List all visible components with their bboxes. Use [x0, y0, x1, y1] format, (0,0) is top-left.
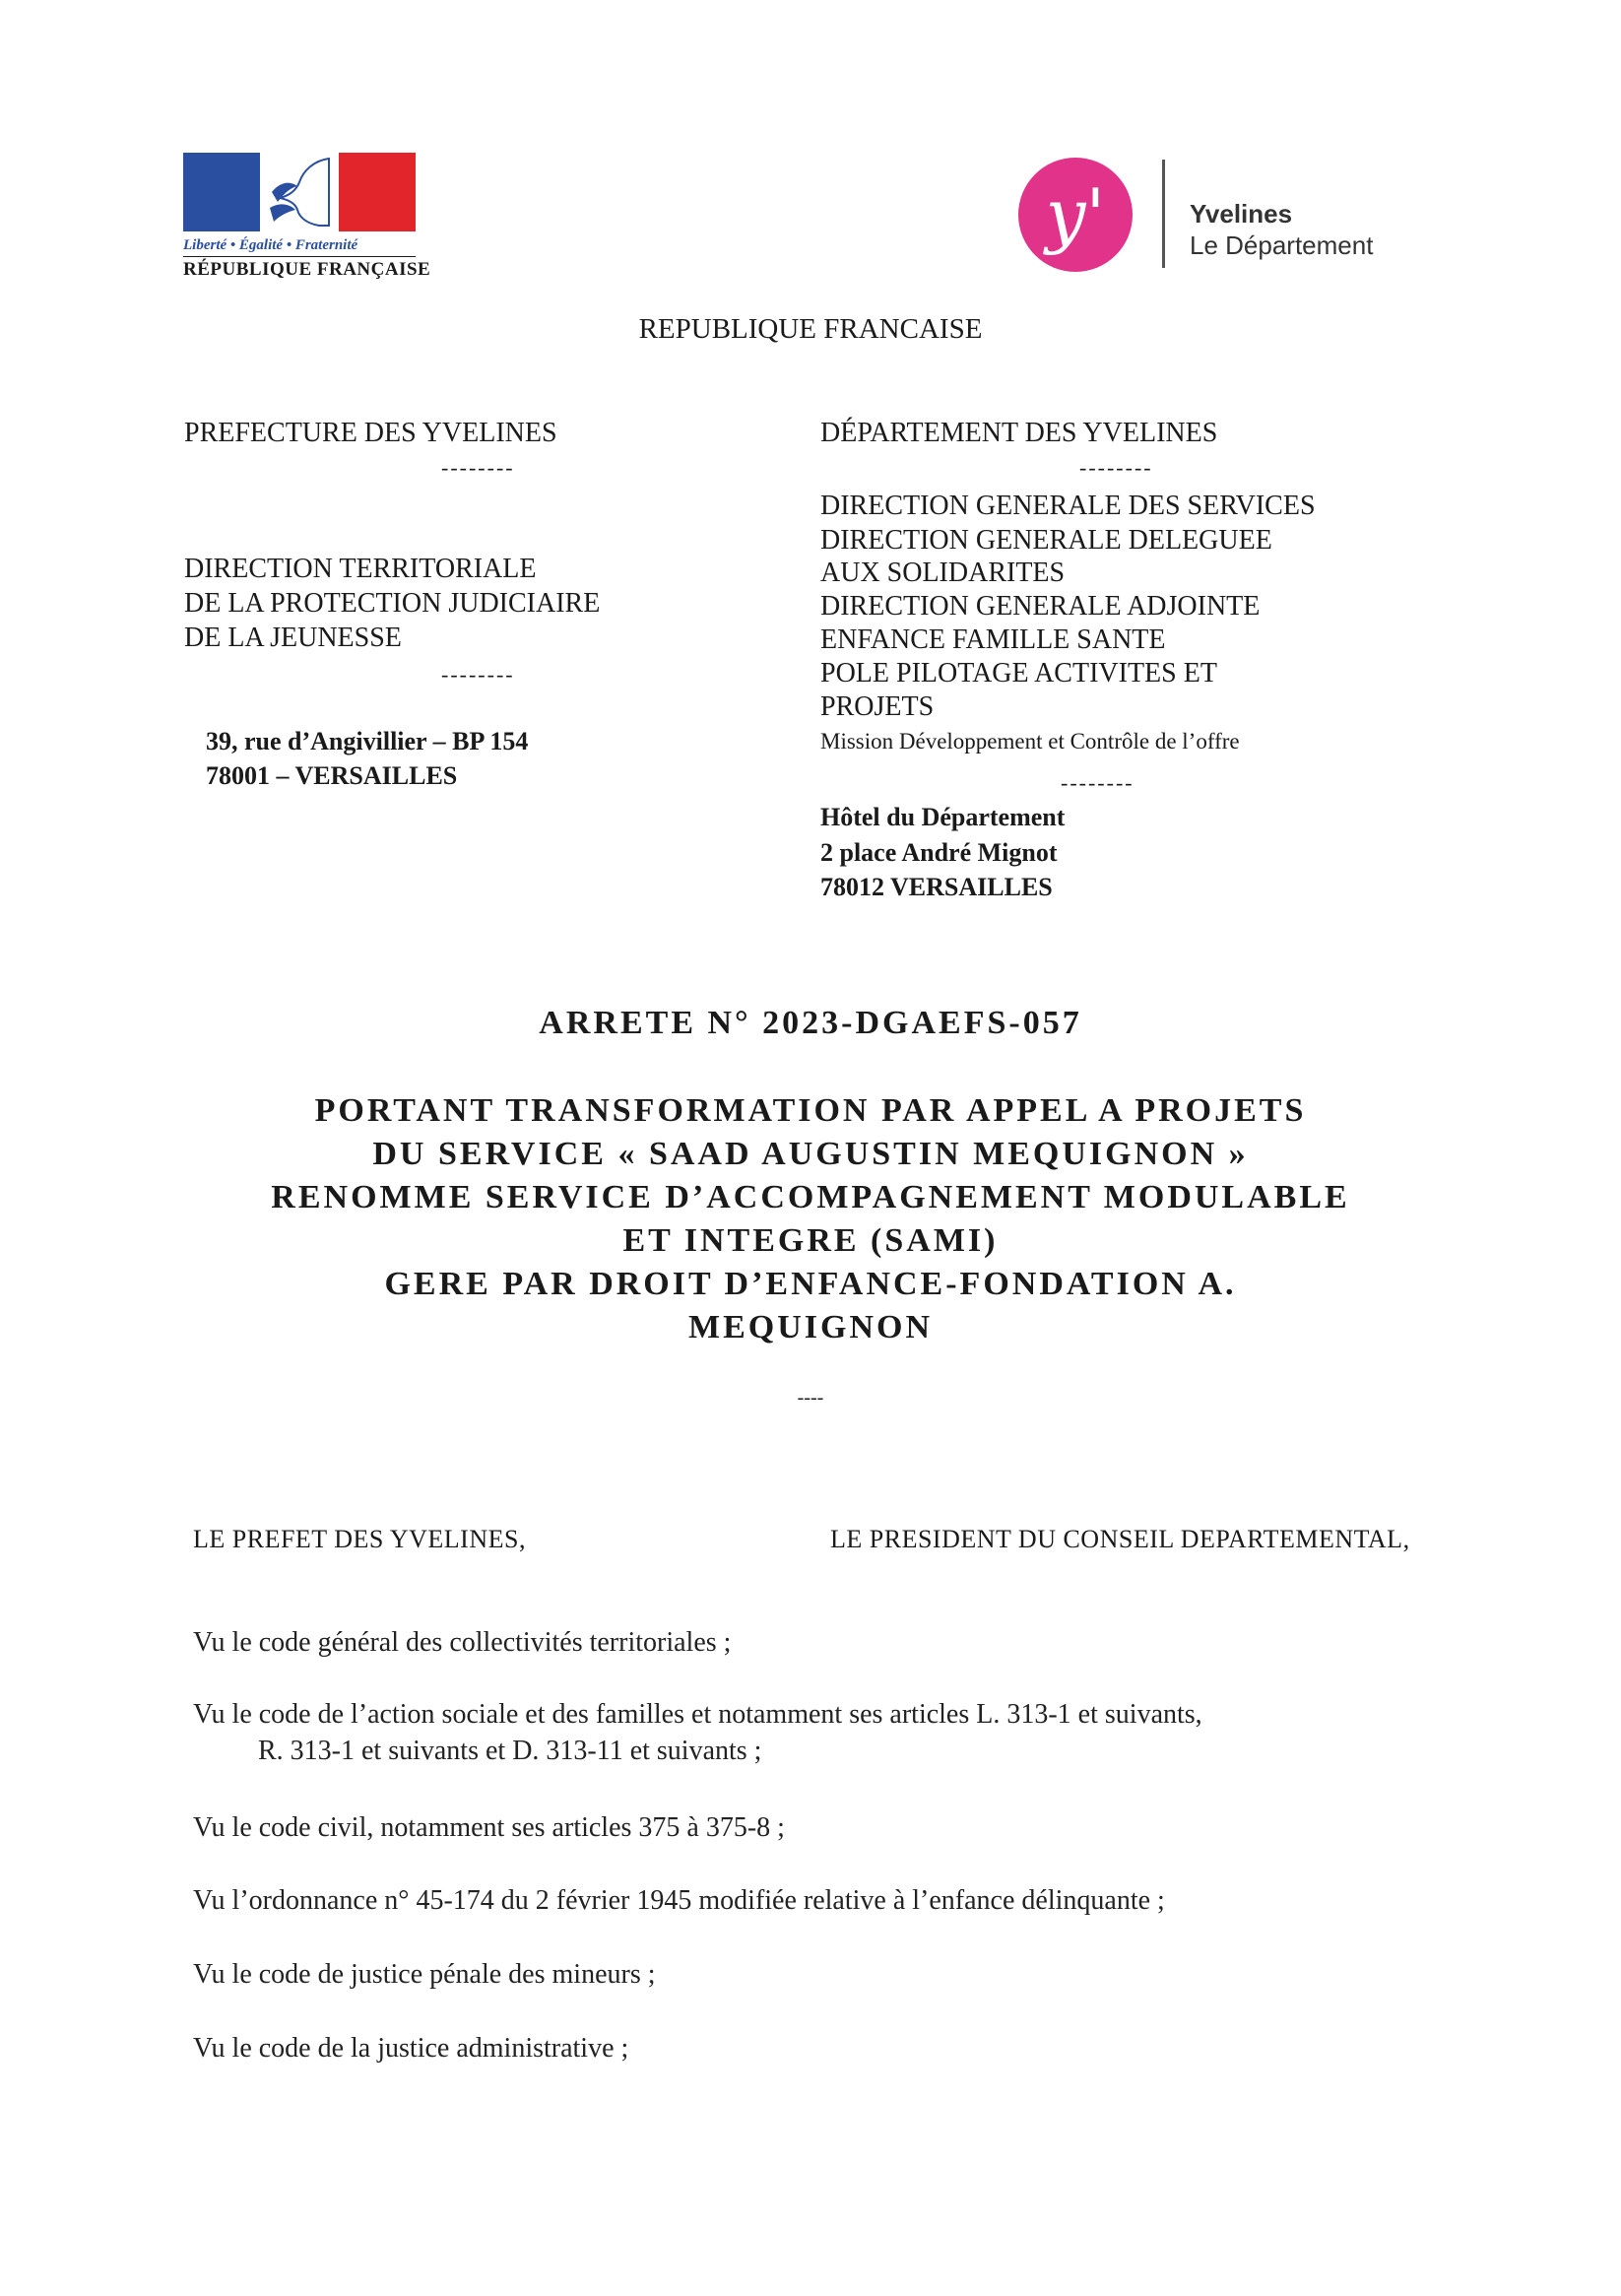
right-separator-1: -------- — [1079, 455, 1153, 480]
left-address-line-2: 78001 – VERSAILLES — [206, 761, 458, 790]
authority-prefet: LE PREFET DES YVELINES, — [193, 1525, 526, 1553]
right-address-line-2: 2 place André Mignot — [820, 838, 1058, 867]
arrete-title-line-6: MEQUIGNON — [688, 1309, 933, 1345]
right-direction-line-4: DIRECTION GENERALE ADJOINTE — [820, 591, 1261, 622]
right-direction-line-3: AUX SOLIDARITES — [820, 558, 1066, 588]
visa-line-6: Vu le code de la justice administrative ; — [193, 2033, 629, 2064]
right-separator-2: -------- — [1061, 770, 1135, 795]
arrete-title-line-1: PORTANT TRANSFORMATION PAR APPEL A PROJETS — [314, 1092, 1307, 1129]
right-address-line-1: Hôtel du Département — [820, 803, 1066, 831]
arrete-title-line-3: RENOMME SERVICE D’ACCOMPAGNEMENT MODULABLE — [271, 1179, 1350, 1215]
right-address-line-3: 78012 VERSAILLES — [820, 873, 1053, 901]
arrete-title-line-2: DU SERVICE « SAAD AUGUSTIN MEQUIGNON » — [372, 1136, 1249, 1172]
left-direction-line-1: DIRECTION TERRITORIALE — [184, 554, 537, 584]
visa-line-3: Vu le code civil, notamment ses articles 375 à 375-8 ; — [193, 1812, 785, 1843]
page-title: REPUBLIQUE FRANCAISE — [638, 313, 983, 345]
tricolor-flag-icon — [183, 153, 416, 231]
departement-heading: DÉPARTEMENT DES YVELINES — [820, 418, 1218, 448]
arrete-title — [0, 1089, 1621, 1349]
arrete-number: ARRETE N° 2023-DGAEFS-057 — [539, 1005, 1082, 1041]
logo-motto: Liberté • Égalité • Fraternité — [183, 237, 416, 257]
visa-line-2-continued: R. 313-1 et suivants et D. 313-11 et suivants ; — [258, 1736, 762, 1766]
logo-republique-francaise: RÉPUBLIQUE FRANÇAISE — [183, 259, 431, 280]
right-direction-line-7: PROJETS — [820, 691, 935, 722]
right-direction-line-6: POLE PILOTAGE ACTIVITES ET — [820, 658, 1217, 689]
right-direction-line-5: ENFANCE FAMILLE SANTE — [820, 624, 1166, 655]
logo-divider — [1162, 160, 1165, 268]
right-direction-line-1: DIRECTION GENERALE DES SERVICES — [820, 491, 1316, 521]
left-separator-1: -------- — [441, 455, 515, 480]
left-separator-2: -------- — [441, 662, 515, 687]
visa-line-1: Vu le code général des collectivités territoriales ; — [193, 1627, 732, 1658]
republique-francaise-logo — [183, 153, 431, 281]
left-address-line-1: 39, rue d’Angivillier – BP 154 — [206, 727, 529, 755]
marianne-profile-icon — [260, 153, 339, 231]
yvelines-logo-name: Yvelines — [1190, 199, 1293, 229]
authority-president: LE PRESIDENT DU CONSEIL DEPARTEMENTAL, — [830, 1525, 1410, 1553]
yvelines-logo-icon: y' — [1018, 158, 1133, 272]
prefecture-heading: PREFECTURE DES YVELINES — [184, 418, 557, 448]
right-direction-line-2: DIRECTION GENERALE DELEGUEE — [820, 525, 1272, 556]
arrete-title-line-5: GERE PAR DROIT D’ENFANCE-FONDATION A. — [384, 1266, 1237, 1302]
mission-line: Mission Développement et Contrôle de l’offre — [820, 729, 1240, 754]
title-separator: ---- — [797, 1387, 824, 1409]
left-direction-line-3: DE LA JEUNESSE — [184, 623, 402, 653]
visa-line-4: Vu l’ordonnance n° 45-174 du 2 février 1945 modifiée relative à l’enfance délinquante ; — [193, 1885, 1165, 1916]
arrete-title-line-4: ET INTEGRE (SAMI) — [622, 1222, 999, 1259]
visa-line-5: Vu le code de justice pénale des mineurs ; — [193, 1959, 656, 1990]
left-direction-line-2: DE LA PROTECTION JUDICIAIRE — [184, 588, 601, 619]
yvelines-logo-subtitle: Le Département — [1190, 230, 1374, 260]
visa-line-2: Vu le code de l’action sociale et des familles et notamment ses articles L. 313-1 et suivants, — [193, 1699, 1202, 1730]
